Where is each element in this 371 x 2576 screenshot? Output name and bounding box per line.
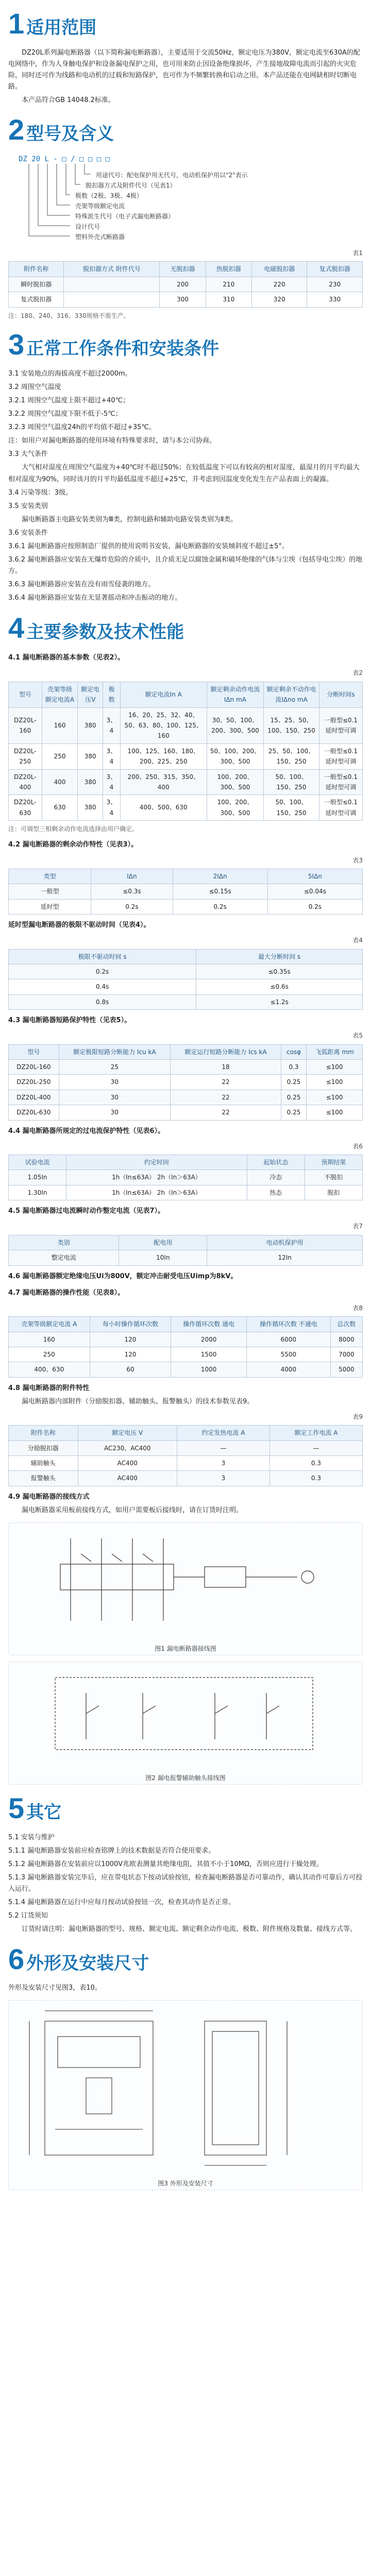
table-cell: 0.3 xyxy=(281,1060,306,1075)
table-row xyxy=(9,1105,363,1120)
condition-item: 3.6.1 漏电断路器应按照制造厂提供的使用说明书安装，漏电断路器的安装倾斜度不超过±5°。 xyxy=(8,543,289,551)
table-caption: 表7 xyxy=(352,1223,363,1230)
table-row xyxy=(9,1060,363,1075)
table-cell: 瞬时脱扣器 xyxy=(9,277,64,292)
table-header: 约定时间 xyxy=(66,1155,247,1170)
subsection-title: 4.5 漏电断路器过电流瞬时动作整定电流（见表7）。 xyxy=(8,1207,165,1215)
table-header: 极数 xyxy=(103,682,120,707)
table-accessory-codes xyxy=(8,261,363,307)
table-header: 5IΔn xyxy=(267,869,362,884)
table-cell: ≤100 xyxy=(307,1105,363,1120)
table-cell: 25 xyxy=(59,1060,170,1075)
table-header: 型号 xyxy=(9,682,42,707)
condition-item: 3.2 周围空气温度 xyxy=(8,383,61,391)
table-cell: 2000 xyxy=(171,1332,247,1347)
table-row xyxy=(9,743,363,769)
table-header: 型号 xyxy=(9,1044,59,1059)
table-cell: 0.2s xyxy=(173,899,267,914)
section-heading xyxy=(8,9,363,43)
table-header: 额定电压 V xyxy=(78,1426,177,1440)
table-header: 类别 xyxy=(9,1235,119,1250)
table-cell: 0.25 xyxy=(281,1075,306,1090)
other-item: 5.1.4 漏电断路器在运行中应每月按动试验按钮一次，检查其动作是否正常。 xyxy=(8,1899,235,1907)
table-cell: 辅助触头 xyxy=(9,1456,78,1471)
table-header: 额定电压V xyxy=(78,682,103,707)
other-item: 5.1 安装与维护 xyxy=(8,1833,55,1841)
other-item: 5.1.1 漏电断路器安装前应检查铭牌上的技术数据是否符合使用要求。 xyxy=(8,1846,215,1855)
model-line: 用途代号：配电保护用无代号，电动机保护用以"2"表示 xyxy=(96,172,248,179)
table-cell: DZ20L-400 xyxy=(9,1090,59,1105)
subsection-title: 4.6 漏电断路器额定绝缘电压Ui为800V，额定冲击耐受电压Uimp为8kV。 xyxy=(8,1272,238,1280)
table-cell: ≤100 xyxy=(307,1090,363,1105)
table-note: 注：180、240、316、330规格不需生产。 xyxy=(8,312,130,319)
table-cell: 分励脱扣器 xyxy=(9,1440,78,1455)
section-number: 2 xyxy=(8,113,25,146)
subsection-title: 4.9 漏电断路器的接线方式 xyxy=(8,1493,90,1501)
table-cell: 30 xyxy=(59,1075,170,1090)
table-row xyxy=(9,1075,363,1090)
table-caption: 表5 xyxy=(352,1032,363,1040)
wiring-diagram-2 xyxy=(8,1662,363,1784)
table-header: 壳架等级额定电流 A xyxy=(9,1317,90,1332)
section-title: 适用范围 xyxy=(26,18,97,38)
table-row xyxy=(9,1250,363,1265)
table-row xyxy=(9,1185,363,1200)
table-header: 电动机保护用 xyxy=(207,1235,363,1250)
table-cell: 250 xyxy=(42,743,78,769)
table-caption: 表2 xyxy=(352,669,363,677)
table-cell: 380 xyxy=(78,795,103,821)
table-header: IΔn xyxy=(91,869,173,884)
table-row xyxy=(9,1332,363,1347)
table-cell: 一般型≤0.1 延时型可调 xyxy=(319,743,362,769)
table-cell: 3 xyxy=(177,1471,269,1486)
table-cell: 1500 xyxy=(171,1347,247,1362)
table-cell: AC400 xyxy=(78,1456,177,1471)
table-cell: 复式脱扣器 xyxy=(9,292,64,307)
table-row xyxy=(9,884,363,899)
table-cell: 25、50、100、150、250 xyxy=(264,743,319,769)
table-cell: 10In xyxy=(119,1250,207,1265)
table-short-circuit xyxy=(8,1044,363,1121)
model-line: 特殊派生代号（电子式漏电断路器） xyxy=(75,213,175,221)
table-cell: ≤0.15s xyxy=(173,884,267,899)
table-cell: 50、100、150、250 xyxy=(264,769,319,795)
condition-item: 3.2.1 周围空气温度上限不超过+40℃； xyxy=(8,397,130,404)
table-cell: ≤0.6s xyxy=(196,979,363,994)
section-heading xyxy=(8,330,363,364)
table-cell: 3、4 xyxy=(103,707,120,743)
section-title: 其它 xyxy=(26,1802,62,1822)
table-header: 附件名称 xyxy=(9,1426,78,1440)
section-number: 1 xyxy=(8,7,25,40)
table-cell: 400、630 xyxy=(9,1362,90,1377)
outline-drawing-svg xyxy=(9,2001,362,2171)
table-cell xyxy=(64,277,160,292)
section-title: 正常工作条件和安装条件 xyxy=(26,339,220,359)
table-header: 操作循环次数 不通电 xyxy=(247,1317,331,1332)
table-cell: 热态 xyxy=(247,1185,305,1200)
table-cell: 380 xyxy=(78,707,103,743)
section-title: 型号及含义 xyxy=(26,124,114,144)
table-cell: 1.05In xyxy=(9,1170,66,1185)
section-conditions xyxy=(0,330,371,604)
table-cell: 报警触头 xyxy=(9,1471,78,1486)
table-cell: — xyxy=(269,1440,362,1455)
scope-paragraph: DZ20L系列漏电断路器（以下简称漏电断路器），主要适用于交流50Hz，额定电压为380V，额定电流至630A的配电网络中，作为人身触电保护和设备漏电保护之用，也可用来防止因设备绝缘损坏，产生接地故障电流而引起的火灾危险，同时还可作为线路和电动机的过载和短路保护，也可作为不频繁转换和启动之用。本产品还能在电网缺相时切断电路。 xyxy=(8,48,360,91)
wiring-text: 漏电断路器采用板前接线方式，如用户需要板后接线时，请在订货时注明。 xyxy=(22,1506,243,1514)
condition-item: 3.1 安装地点的海拔高度不超过2000m。 xyxy=(8,369,132,378)
condition-item: 注：如用户对漏电断路器的使用环境有特殊要求时，请与本公司协商。 xyxy=(8,437,216,445)
table-cell: DZ20L-160 xyxy=(9,707,42,743)
table-header: 类型 xyxy=(9,869,91,884)
table-cell: 脱扣 xyxy=(305,1185,362,1200)
table-cell: 230 xyxy=(307,277,363,292)
wiring-diagram-1-svg xyxy=(9,1523,362,1636)
other-item: 订货时请注明：漏电断路器的型号、规格、额定电流、额定剩余动作电流、极数、附件规格及数量、接线方式等。 xyxy=(22,1925,357,1934)
table-header: 无脱扣器 xyxy=(160,262,206,277)
table-header: 热脱扣器 xyxy=(206,262,251,277)
section-heading xyxy=(8,1791,363,1828)
condition-item: 3.6 安装条件 xyxy=(8,529,48,537)
subsection-title: 4.2 漏电断路器的剩余动作特性（见表3）。 xyxy=(8,841,138,849)
table-cell: 3、4 xyxy=(103,743,120,769)
table-cell: 12In xyxy=(207,1250,363,1265)
table-header: 试验电流 xyxy=(9,1155,66,1170)
condition-item: 3.6.3 漏电断路器应安装在没有雨雪侵袭的地方。 xyxy=(8,581,155,589)
table-header: 配电用 xyxy=(119,1235,207,1250)
table-cell: 8000 xyxy=(330,1332,362,1347)
table-cell: 100、200、300、500 xyxy=(207,769,264,795)
table-row xyxy=(9,979,363,994)
section-parameters xyxy=(0,611,371,1785)
outline-drawing xyxy=(8,2000,363,2190)
table-cell: 60 xyxy=(90,1362,171,1377)
table-non-drive-time xyxy=(8,949,363,1010)
section-model xyxy=(0,115,371,321)
table-accessory-parameters xyxy=(8,1425,363,1486)
table-cell: ≤0.3s xyxy=(91,884,173,899)
section-title: 主要参数及技术性能 xyxy=(26,622,184,642)
table-cell: ≤0.35s xyxy=(196,964,363,979)
table-cell: DZ20L-630 xyxy=(9,1105,59,1120)
table-row xyxy=(9,795,363,821)
figure-title: 图3 外形及安装尺寸 xyxy=(158,2179,213,2187)
table-caption: 表3 xyxy=(352,856,363,864)
table-cell xyxy=(64,292,160,307)
table-cell: 100、200、300、500 xyxy=(207,795,264,821)
section-title: 外形及安装尺寸 xyxy=(26,1953,149,1973)
table-row xyxy=(9,1440,363,1455)
table-row xyxy=(9,964,363,979)
table-cell: 一般型 xyxy=(9,884,91,899)
figure-title: 图2 漏电报警辅助触头接线图 xyxy=(145,1774,226,1782)
table-cell: 160 xyxy=(9,1332,90,1347)
table-header: 附件名称 xyxy=(9,262,64,277)
table-header: cosφ xyxy=(281,1044,306,1059)
table-header: 预期结果 xyxy=(305,1155,362,1170)
table-header: 脱扣器方式 附件代号 xyxy=(64,262,160,277)
table-cell: 0.8s xyxy=(9,994,196,1009)
table-header: 额定剩余动作电流IΔn mA xyxy=(207,682,264,707)
table-cell: 400、500、630 xyxy=(120,795,207,821)
table-cell: 1.30In xyxy=(9,1185,66,1200)
table-header: 电磁脱扣器 xyxy=(251,262,307,277)
table-cell: 22 xyxy=(171,1090,281,1105)
other-item: 5.1.2 漏电断路器在安装前应以1000V兆欧表测量其绝缘电阻，其值不小于10MΩ，否则应进行干燥处理。 xyxy=(8,1860,323,1868)
table-cell: 330 xyxy=(307,292,363,307)
condition-item: 3.4 污染等级：3级。 xyxy=(8,488,73,497)
table-cell: 冷态 xyxy=(247,1170,305,1185)
table-cell: 3、4 xyxy=(103,769,120,795)
table-header: 飞弧距离 mm xyxy=(307,1044,363,1059)
subsection-title: 4.3 漏电断路器短路保护特性（见表5）。 xyxy=(8,1016,131,1025)
table-cell: 50、100、200、300、500 xyxy=(207,743,264,769)
table-header: 极限不驱动时间 s xyxy=(9,949,196,964)
model-line: 塑料外壳式断路器 xyxy=(75,233,125,241)
table-cell: 16、20、25、32、40、50、63、80、100、125、160 xyxy=(120,707,207,743)
section-heading xyxy=(8,1942,363,1979)
table-cell: 4000 xyxy=(247,1362,331,1377)
table-cell: AC400 xyxy=(78,1471,177,1486)
subsection-title: 4.1 漏电断路器的基本参数（见表2）。 xyxy=(8,654,125,662)
table-cell: 0.3 xyxy=(269,1471,362,1486)
table-cell: 22 xyxy=(171,1105,281,1120)
table-cell: 0.2s xyxy=(91,899,173,914)
table-residual-characteristics xyxy=(8,869,363,914)
table-row xyxy=(9,707,363,743)
table-cell: ≤100 xyxy=(307,1060,363,1075)
table-row xyxy=(9,1170,363,1185)
table-cell: 250 xyxy=(9,1347,90,1362)
table-overcurrent xyxy=(8,1155,363,1200)
section-number: 3 xyxy=(8,328,25,361)
table-header: 额定电流In A xyxy=(120,682,207,707)
table-operating-performance xyxy=(8,1316,363,1378)
table-cell: 200、250、315、350、400 xyxy=(120,769,207,795)
table-header: 2IΔn xyxy=(173,869,267,884)
table-cell: 一般型≤0.1 延时型可调 xyxy=(319,795,362,821)
wiring-diagram-1 xyxy=(8,1522,363,1655)
table-header: 分断时间s xyxy=(319,682,362,707)
table-cell: 7000 xyxy=(330,1347,362,1362)
table-note: 注：可调型三相剩余动作电流选择由用户确定。 xyxy=(8,825,139,833)
table-cell: 1h（In≤63A） 2h（In＞63A） xyxy=(66,1185,247,1200)
table-cell: AC230、AC400 xyxy=(78,1440,177,1455)
table-cell: 延时型 xyxy=(9,899,91,914)
subsection-title: 4.8 漏电断路器的附件特性 xyxy=(8,1384,90,1392)
model-code: DZ 20 L - □ / □ □ □ □ xyxy=(19,155,110,164)
condition-item: 大气相对湿度在周围空气温度为+40℃时不超过50%；在较低温度下可以有较高的相对湿度，最湿月的月平均最大相对湿度为90%，同时该月的月平均最低温度不超过+25℃，并考虑到因温度变化发生在产品表面上的凝露。 xyxy=(8,464,360,483)
table-caption: 表8 xyxy=(352,1304,363,1312)
table-cell: 200 xyxy=(160,277,206,292)
wiring-diagram-2-svg xyxy=(9,1662,362,1765)
condition-item: 3.6.2 漏电断路器应安装在无爆炸危险的介质中，且介质无足以腐蚀金属和破坏绝缘的气体与尘埃（包括导电尘埃）的地方。 xyxy=(8,556,363,575)
table-row xyxy=(9,1362,363,1377)
section-number: 5 xyxy=(8,1791,25,1824)
table-row xyxy=(9,277,363,292)
table-cell: ≤1.2s xyxy=(196,994,363,1009)
accessory-text: 漏电断路器内部附件（分励脱扣器、辅助触头、报警触头）的技术参数见表9。 xyxy=(22,1397,254,1405)
table-cell: DZ20L-250 xyxy=(9,1075,59,1090)
subsection-title: 4.7 漏电断路器的操作性能（见表8）。 xyxy=(8,1289,125,1297)
table-header: 复式脱扣器 xyxy=(307,262,363,277)
table-cell: 整定电流 xyxy=(9,1250,119,1265)
table-cell: 30、50、100、200、300、500 xyxy=(207,707,264,743)
table-instantaneous-setting xyxy=(8,1235,363,1266)
table-row xyxy=(9,1347,363,1362)
table-cell: 5500 xyxy=(247,1347,331,1362)
table-cell: DZ20L-400 xyxy=(9,769,42,795)
table-header: 总次数 xyxy=(330,1317,362,1332)
table-row xyxy=(9,899,363,914)
other-item: 5.1.3 漏电断路器安装完毕后，应在带电状态下按动试验按钮，检查漏电断路器是否可靠动作，确认其动作可靠后方可投入运行。 xyxy=(8,1874,363,1893)
table-row xyxy=(9,769,363,795)
table-header: 额定极限短路分断能力 Icu kA xyxy=(59,1044,170,1059)
table-cell: 6000 xyxy=(247,1332,331,1347)
table-cell: 50、100、150、250 xyxy=(264,795,319,821)
table-header: 壳架等级额定电流A xyxy=(42,682,78,707)
table-basic-parameters xyxy=(8,682,363,821)
table-cell: 220 xyxy=(251,277,307,292)
table-row xyxy=(9,1090,363,1105)
table-cell: ≤100 xyxy=(307,1075,363,1090)
condition-item: 3.3 大气条件 xyxy=(8,450,48,459)
subsection-title: 延时型漏电断路器的极限不驱动时间（见表4）。 xyxy=(8,921,150,929)
table-cell: 300 xyxy=(160,292,206,307)
table-header: 额定工作电流 A xyxy=(269,1426,362,1440)
model-line: 极数（2极、3极、4极） xyxy=(75,192,143,200)
table-caption: 表1 xyxy=(352,249,363,257)
model-line: 脱扣器方式及附件代号（见表1） xyxy=(86,182,176,190)
model-line: 壳架等级额定电流 xyxy=(75,202,125,210)
table-cell: 一般型≤0.1 延时型可调 xyxy=(319,769,362,795)
table-cell: 210 xyxy=(206,277,251,292)
table-header: 额定剩余不动作电流IΔno mA xyxy=(264,682,319,707)
table-cell: DZ20L-250 xyxy=(9,743,42,769)
table-caption: 表9 xyxy=(352,1413,363,1420)
other-item: 5.2 订货须知 xyxy=(8,1912,48,1920)
table-cell: DZ20L-160 xyxy=(9,1060,59,1075)
table-cell: 15、25、50、100、150、250 xyxy=(264,707,319,743)
table-cell: 0.25 xyxy=(281,1090,306,1105)
section-scope xyxy=(0,9,371,106)
table-header: 起始状态 xyxy=(247,1155,305,1170)
table-cell: 380 xyxy=(78,769,103,795)
table-cell: 380 xyxy=(78,743,103,769)
section-number: 6 xyxy=(8,1942,25,1975)
section-dimensions xyxy=(0,1942,371,2190)
table-cell: 120 xyxy=(90,1347,171,1362)
condition-item: 3.2.2 周围空气温度下限不低于-5℃； xyxy=(8,410,122,418)
table-cell: ≤0.04s xyxy=(267,884,362,899)
table-cell: 160 xyxy=(42,707,78,743)
table-cell: 100、125、160、180、200、225、250 xyxy=(120,743,207,769)
table-cell: — xyxy=(177,1440,269,1455)
section-number: 4 xyxy=(8,611,25,644)
section-other xyxy=(0,1791,371,1936)
subsection-title: 4.4 漏电断路器所规定的过电流保护特性（见表6）。 xyxy=(8,1127,165,1135)
figure-title: 图1 漏电断路器接线图 xyxy=(155,1645,216,1653)
table-caption: 表4 xyxy=(352,937,363,944)
condition-item: 漏电断路器主电路安装类别为Ⅲ类，控制电路和辅助电路安装类别为Ⅱ类。 xyxy=(22,515,238,523)
table-header: 约定发热电流 A xyxy=(177,1426,269,1440)
table-cell: 一般型≤0.1 延时型可调 xyxy=(319,707,362,743)
condition-item: 3.2.3 周围空气温度24h的平均值不超过+35℃。 xyxy=(8,423,156,432)
table-cell: 1h（In≤63A） 2h（In＞63A） xyxy=(66,1170,247,1185)
condition-item: 3.6.4 漏电断路器应安装在无显著摇动和冲击振动的地方。 xyxy=(8,594,182,602)
table-header: 最大分断时间 s xyxy=(196,949,363,964)
table-cell: 不脱扣 xyxy=(305,1170,362,1185)
model-line: 设计代号 xyxy=(75,223,100,231)
table-cell: 30 xyxy=(59,1105,170,1120)
section-heading xyxy=(8,611,363,648)
table-cell: 22 xyxy=(171,1075,281,1090)
table-row xyxy=(9,1456,363,1471)
table-cell: 630 xyxy=(42,795,78,821)
table-cell: 0.25 xyxy=(281,1105,306,1120)
table-cell: 3、4 xyxy=(103,795,120,821)
table-cell: 18 xyxy=(171,1060,281,1075)
condition-item: 3.5 安装类别 xyxy=(8,502,48,510)
table-cell: 1000 xyxy=(171,1362,247,1377)
dimensions-text: 外形及安装尺寸见图3，表10。 xyxy=(8,1984,102,1992)
table-cell: 400 xyxy=(42,769,78,795)
table-cell: 120 xyxy=(90,1332,171,1347)
table-cell: DZ20L-630 xyxy=(9,795,42,821)
table-header: 操作循环次数 通电 xyxy=(171,1317,247,1332)
model-code-diagram xyxy=(8,154,363,244)
table-cell: 0.3 xyxy=(269,1456,362,1471)
model-code-legend xyxy=(24,164,359,241)
table-row xyxy=(9,292,363,307)
table-cell: 310 xyxy=(206,292,251,307)
section-heading xyxy=(8,115,363,149)
table-caption: 表6 xyxy=(352,1142,363,1150)
table-cell: 5000 xyxy=(330,1362,362,1377)
scope-standard: 本产品符合GB 14048.2标准。 xyxy=(22,96,115,105)
table-cell: 0.4s xyxy=(9,979,196,994)
table-row xyxy=(9,994,363,1009)
table-header: 每小时操作循环次数 xyxy=(90,1317,171,1332)
table-header: 额定运行短路分断能力 Ics kA xyxy=(171,1044,281,1059)
table-cell: 0.2s xyxy=(267,899,362,914)
table-cell: 320 xyxy=(251,292,307,307)
table-cell: 0.2s xyxy=(9,964,196,979)
table-cell: 30 xyxy=(59,1090,170,1105)
table-cell: 3 xyxy=(177,1456,269,1471)
table-row xyxy=(9,1471,363,1486)
